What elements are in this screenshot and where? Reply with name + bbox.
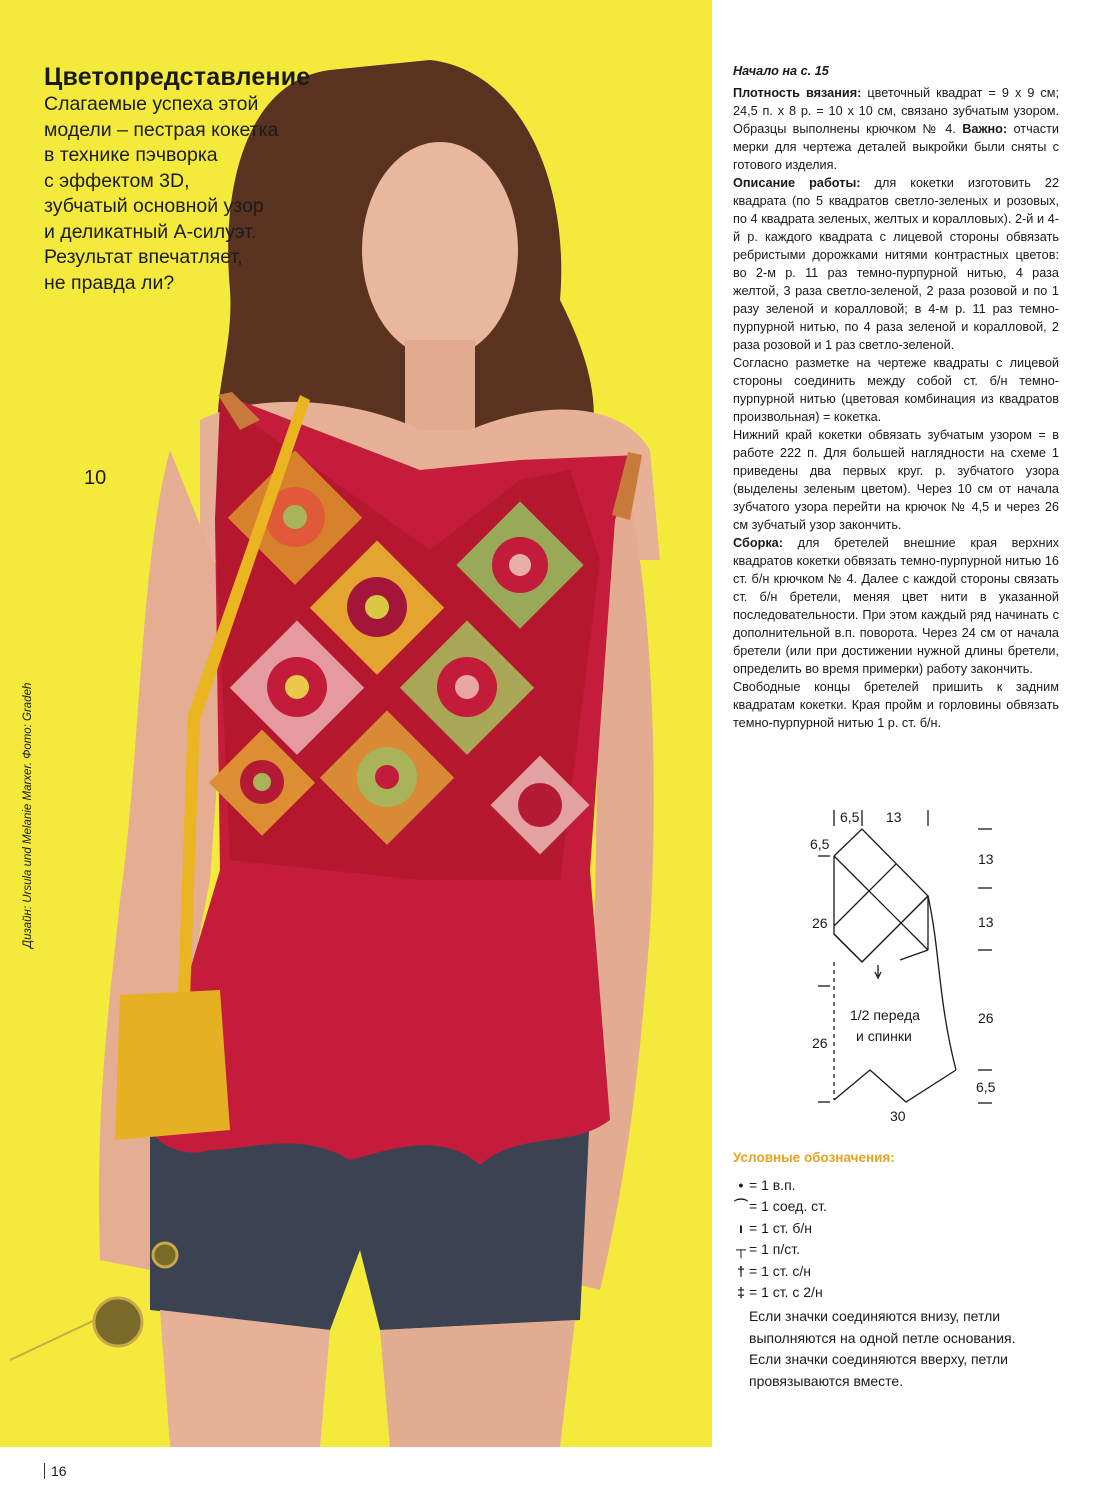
page-number: 16 — [44, 1463, 67, 1479]
headline-line: Результат впечатляет, — [44, 246, 243, 268]
dim-left-bottom: 26 — [812, 1035, 828, 1051]
text-gauge: цветочный квадрат = 9 х 9 см; 24,5 п. х 8 р. = 10 х 10 см, связано зубчатым узором. Образцы выполнены крючком № 4. — [733, 86, 1059, 136]
schematic-label-2: и спинки — [856, 1028, 912, 1044]
treble-crochet-icon: ‡ — [737, 1284, 745, 1301]
paragraph-finishing: Свободные концы бретелей пришить к задним квадратам кокетки. Края пройм и горловины обвязать темно-пурпурной нитью 1 р. ст. б/н. — [733, 680, 1059, 730]
symbol-legend — [733, 1150, 1063, 1392]
legend-item — [733, 1196, 1063, 1218]
legend-text: = 1 ст. с/н — [749, 1262, 812, 1279]
paragraph-description — [733, 174, 1059, 354]
dim-right-4: 6,5 — [976, 1079, 996, 1095]
legend-text: = 1 п/ст. — [749, 1241, 800, 1258]
dim-left-mid: 26 — [812, 915, 828, 931]
neck-shape — [405, 340, 475, 430]
photo-credits: Дизайн: Ursula und Melanie Marxer. Фото: Gradeh — [22, 682, 34, 948]
legend-item — [733, 1174, 1063, 1196]
schematic-label-1: 1/2 переда — [850, 1007, 920, 1023]
legend-text: = 1 ст. с 2/н — [749, 1284, 823, 1301]
pattern-schematic — [780, 800, 1020, 1130]
legend-item — [733, 1217, 1063, 1239]
dim-right-1: 13 — [978, 851, 994, 867]
label-assembly: Сборка: — [733, 536, 783, 550]
legend-note-bottom: Если значки соединяются внизу, петли выполняются на одной петле основания. — [749, 1308, 1016, 1346]
text-important: отчасти мерки для чертежа деталей выкройки были сняты с готового изделия. — [733, 122, 1059, 172]
text-description: для кокетки изготовить 22 квадрата (по 5 квадратов светло-зеленых и розовых, по 4 квадрата зеленых, желтых и коралловых). 2-й и 4-й р. каждого квадрата с лицевой стороны обвязать ребристыми дорожками нитями контрастных цветов: во 2-м р. 11 раз темно-пурпурной нитью, 4 раза желтой, 3 раза светло-зеленой, 2 раза розовой и по 1 разу зеленой и коралловой; в 4-м р. 11 раз темно-пурпурной нитью, по 4 раза зеленой и коралловой, 2 раза розовой и 1 раз светло-зеленой. — [733, 176, 1059, 352]
dim-right-3: 26 — [978, 1010, 994, 1026]
headline-line: в технике пэчворка — [44, 144, 218, 166]
headline-line: с эффектом 3D, — [44, 169, 190, 192]
legend-item — [733, 1282, 1063, 1304]
legend-note-top: Если значки соединяются вверху, петли провязываются вместе. — [749, 1351, 1008, 1389]
continued-note: Начало на с. 15 — [733, 64, 829, 78]
legend-text: = 1 ст. б/н — [749, 1219, 813, 1236]
double-crochet-icon: † — [737, 1262, 745, 1279]
slip-stitch-icon: ⌒ — [734, 1198, 748, 1215]
legend-item — [733, 1260, 1063, 1282]
legend-title: Условные обозначения: — [733, 1150, 895, 1165]
label-description: Описание работы: — [733, 176, 861, 190]
paragraph-assembly — [733, 534, 1059, 678]
schematic-shape — [834, 829, 956, 1102]
dim-top-right: 13 — [886, 809, 902, 825]
label-important: Важно: — [962, 122, 1008, 136]
headline-line: Слагаемые успеха этой — [44, 93, 259, 115]
paragraph-joining: Согласно разметке на чертеже квадраты с лицевой стороны соединить между собой ст. б/н темно-пурпурной нитью (цветовая комбинация из квадратов произвольная) = кокетка. — [733, 356, 1059, 424]
label-gauge: Плотность вязания: — [733, 86, 862, 100]
legend-text: = 1 в.п. — [749, 1176, 796, 1193]
legend-item — [733, 1239, 1063, 1261]
dim-bottom: 30 — [890, 1108, 906, 1124]
article-column — [733, 62, 1059, 732]
headline-line: и деликатный А-силуэт. — [44, 220, 257, 243]
legend-text: = 1 соед. ст. — [749, 1198, 827, 1215]
dim-top-left: 6,5 — [840, 809, 860, 825]
headline-line: зубчатый основной узор — [44, 195, 264, 217]
paragraph-gauge — [733, 84, 1059, 174]
chain-stitch-icon: • — [738, 1176, 744, 1193]
single-crochet-icon: ı — [739, 1219, 743, 1236]
model-number: 10 — [84, 467, 107, 489]
headline — [44, 62, 364, 296]
paragraph-border: Нижний край кокетки обвязать зубчатым узором = в работе 222 п. Для большей наглядности на схеме 1 приведены два первых круг. р. зубчатого узора (выделены зеленым цветом). Через 10 см от начала зубчатого узора перейти на крючок № 4,5 и через 26 см зубчатый узор закончить. — [733, 428, 1059, 532]
face-shape — [362, 142, 518, 358]
headline-line: не правда ли? — [44, 271, 175, 294]
text-assembly: для бретелей внешние края верхних квадратов кокетки обвязать темно-пурпурной нитью 16 ст. б/н крючком № 4. Далее с каждой стороны связать ст. б/н бретели, меняя цвет нити в указанной последовательности. При этом каждый ряд начинать с дополнительной в.п. поворота. Через 24 см от начала бретели (или при достижении нужной длины бретели, определить во время примерки) работу закончить. — [733, 536, 1059, 676]
half-double-crochet-icon: ┬ — [736, 1241, 746, 1258]
yellow-bag — [115, 990, 230, 1140]
left-leg-shape — [160, 1310, 330, 1447]
headline-title: Цветопредставление — [44, 63, 311, 91]
dim-left-top: 6,5 — [810, 836, 830, 852]
dim-right-2: 13 — [978, 914, 994, 930]
right-leg-shape — [380, 1320, 575, 1447]
headline-line: модели – пестрая кокетка — [44, 118, 279, 141]
